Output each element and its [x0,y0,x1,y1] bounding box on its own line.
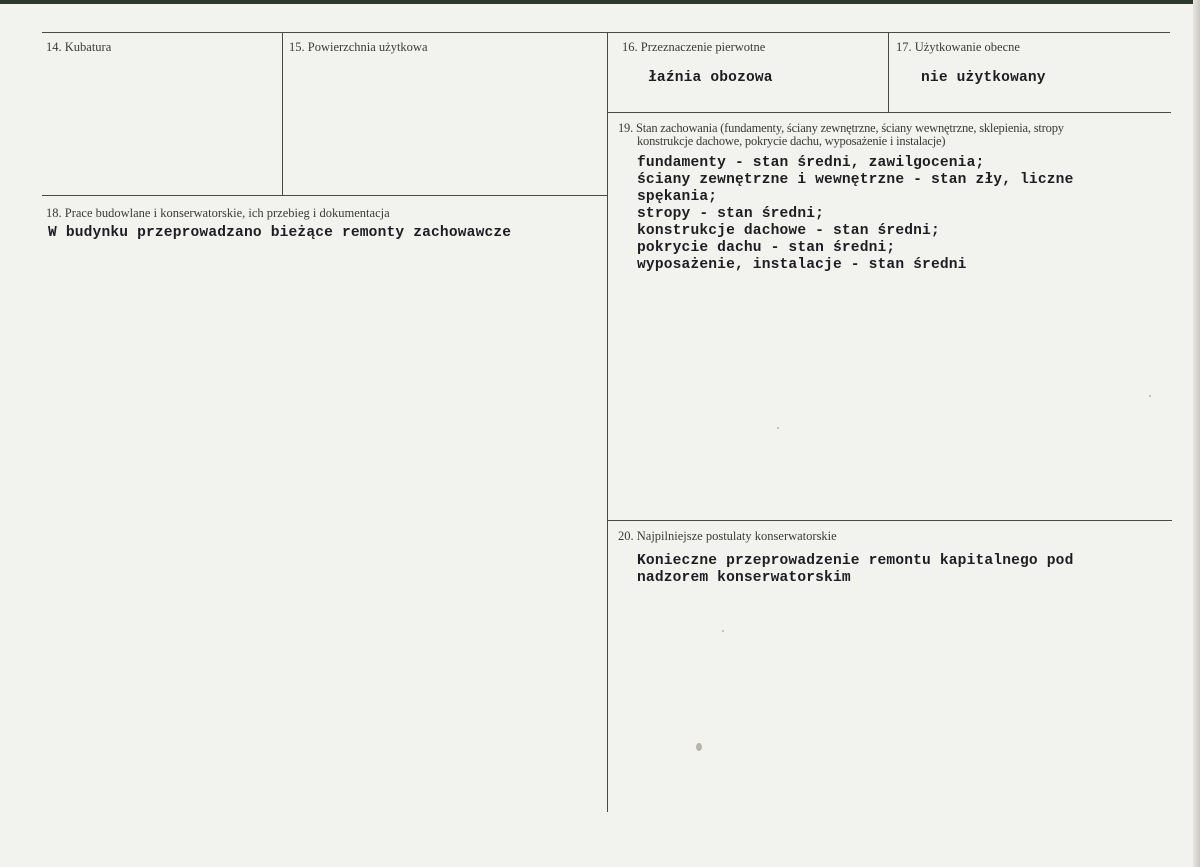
field-19-value [637,155,1073,274]
field-19-line: stropy - stan średni; [637,206,825,222]
divider-col-16-17 [888,32,889,113]
field-16-label: 16. Przeznaczenie pierwotne [622,40,766,54]
divider-row-14-15 [42,195,608,196]
field-19-line: fundamenty - stan średni, zawilgocenia; [637,155,985,171]
divider-col-14-15 [282,32,283,196]
field-18-label: 18. Prace budowlane i konserwatorskie, ich przebieg i dokumentacja [46,206,390,220]
paper-speck [1149,395,1151,397]
field-17-value: nie użytkowany [921,70,1046,86]
field-14-label: 14. Kubatura [46,40,112,54]
field-19-line: ściany zewnętrzne i wewnętrzne - stan zły, liczne [637,172,1074,188]
field-20-value [637,553,1073,587]
field-19-label-line-1: 19. Stan zachowania (fundamenty, ściany zewnętrzne, ściany wewnętrzne, sklepienia, stropy [618,121,1064,135]
field-15-label: 15. Powierzchnia użytkowa [289,40,428,54]
field-19-line: pokrycie dachu - stan średni; [637,240,896,256]
divider-row-16-17 [607,112,1171,113]
top-edge [0,0,1200,4]
paper-speck [722,630,724,632]
field-19-line: konstrukcje dachowe - stan średni; [637,223,940,239]
field-17-label: 17. Użytkowanie obecne [896,40,1020,54]
right-edge [1193,0,1200,867]
field-19-line: wyposażenie, instalacje - stan średni [637,257,967,273]
field-16-value: łaźnia obozowa [648,70,773,86]
divider-col-main [607,32,608,812]
field-19-label-line-2: konstrukcje dachowe, pokrycie dachu, wyposażenie i instalacje) [637,134,946,148]
divider-top [42,32,1170,33]
field-20-label: 20. Najpilniejsze postulaty konserwatorskie [618,529,837,543]
field-18-value: W budynku przeprowadzano bieżące remonty zachowawcze [48,225,512,241]
divider-row-20 [607,520,1172,521]
field-20-line: nadzorem konserwatorskim [637,570,851,586]
field-19-line: spękania; [637,189,718,205]
paper-speck [696,743,702,751]
field-20-line: Konieczne przeprowadzenie remontu kapitalnego pod [637,553,1074,569]
paper-speck [777,427,779,429]
